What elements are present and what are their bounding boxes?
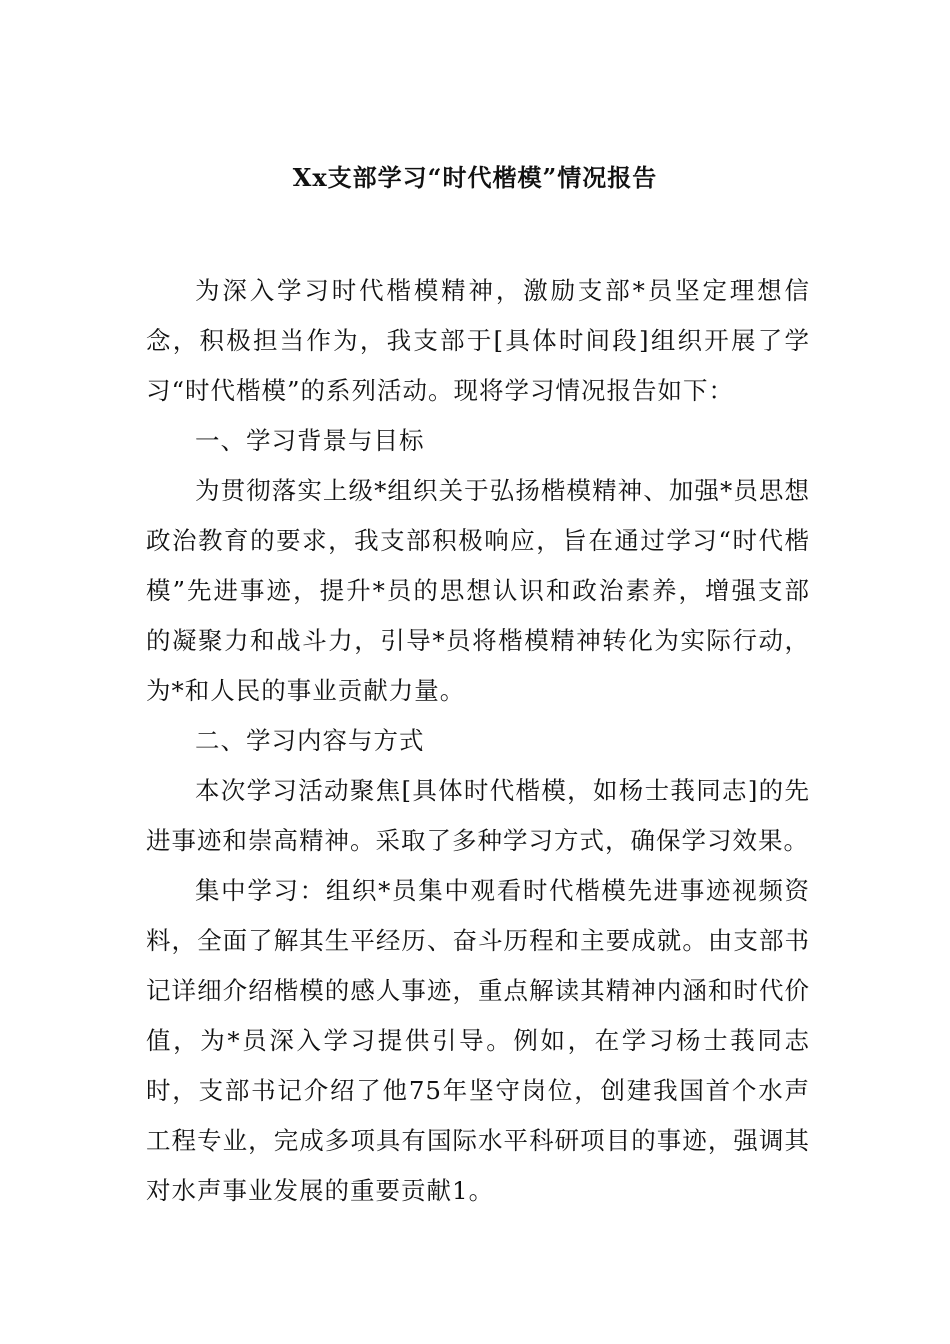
paragraph-centralized-study: 集中学习：组织*员集中观看时代楷模先进事迹视频资料，全面了解其生平经历、奋斗历程和主要成就。由支部书记详细介绍楷模的感人事迹，重点解读其精神内涵和时代价值，为*员深入学习提供引导。例如，在学习杨士莪同志时，支部书记介绍了他75年坚守岗位，创建我国首个水声工程专业，完成多项具有国际水平科研项目的事迹，强调其对水声事业发展的重要贡献1。 (146, 876, 810, 1205)
document-body (146, 266, 810, 1216)
paragraph-background: 为贯彻落实上级*组织关于弘扬楷模精神、加强*员思想政治教育的要求，我支部积极响应，旨在通过学习“时代楷模”先进事迹，提升*员的思想认识和政治素养，增强支部的凝聚力和战斗力，引导*员将楷模精神转化为实际行动，为*和人民的事业贡献力量。 (146, 476, 810, 705)
section-heading-content: 二、学习内容与方式 (195, 726, 425, 755)
document-title: Xx支部学习“时代楷模”情况报告 (292, 163, 658, 192)
paragraph-intro: 为深入学习时代楷模精神，激励支部*员坚定理想信念，积极担当作为，我支部于[具体时间段]组织开展了学习“时代楷模”的系列活动。现将学习情况报告如下： (146, 276, 810, 405)
section-heading-background: 一、学习背景与目标 (195, 426, 425, 455)
paragraph-content: 本次学习活动聚焦[具体时代楷模，如杨士莪同志]的先进事迹和崇高精神。采取了多种学习方式，确保学习效果。 (146, 776, 810, 855)
